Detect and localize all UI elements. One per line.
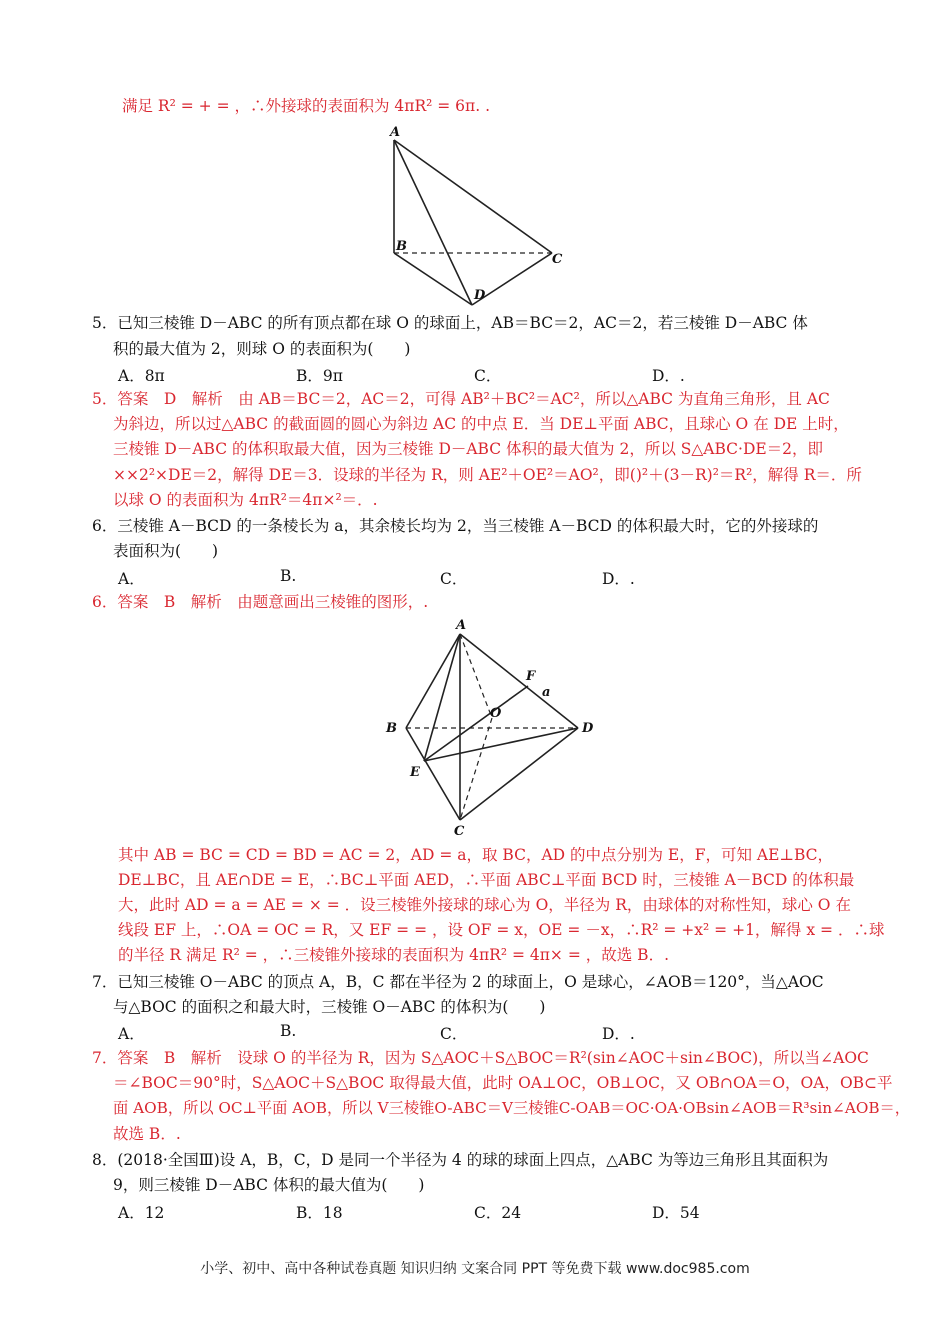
q6-answer-line-3: 大，此时 AD = a = AE = × = ．设三棱锥外接球的球心为 O，半径为 R，由球体的对称性知，球心 O 在 xyxy=(118,896,851,914)
q8-option-b: B．18 xyxy=(296,1204,343,1222)
q7-option-d: D．. xyxy=(602,1025,635,1043)
q8-option-a: A．12 xyxy=(118,1204,165,1222)
q5-answer-line-4: ××2²×DE＝2，解得 DE＝3．设球的半径为 R，则 AE²＋OE²＝AO²，即()²＋(3－R)²＝R²，解得 R＝．所 xyxy=(113,466,862,484)
q5-stem-line-1: 5．已知三棱锥 D－ABC 的所有顶点都在球 O 的球面上，AB＝BC＝2，AC＝2，若三棱锥 D－ABC 体 xyxy=(92,314,808,332)
q6-option-c: C． xyxy=(440,570,468,588)
q7-option-b: B. xyxy=(280,1022,297,1040)
label-a: A xyxy=(456,618,467,633)
edge-ab xyxy=(406,634,460,728)
segment-oc-hidden xyxy=(460,718,492,820)
q6-option-a: A． xyxy=(118,570,145,588)
q5-option-c: C． xyxy=(474,367,502,385)
q7-option-a: A． xyxy=(118,1025,145,1043)
label-c: C xyxy=(454,824,465,839)
q8-stem-line-1: 8．(2018·全国Ⅲ)设 A，B，C，D 是同一个半径为 4 的球的球面上四点，△ABC 为等边三角形且其面积为 xyxy=(92,1151,829,1169)
label-d: D xyxy=(582,721,594,736)
label-d: D xyxy=(474,288,486,303)
q8-stem-line-2: 9，则三棱锥 D－ABC 体积的最大值为( ) xyxy=(113,1176,425,1194)
label-b: B xyxy=(396,239,407,254)
figure-tetrahedron-1 xyxy=(380,122,580,312)
q6-answer-line-4: 线段 EF 上，∴OA = OC = R，又 EF = = ，设 OF = x，OE = －x，∴R² = +x² = +1，解得 x = ．∴球 xyxy=(118,921,885,939)
label-a-length: a xyxy=(542,685,551,700)
edge-cd xyxy=(460,728,578,820)
q6-answer-line-2: DE⊥BC，且 AE∩DE = E，∴BC⊥平面 AED，∴平面 ABC⊥平面 BCD 时，三棱锥 A－BCD 的体积最 xyxy=(118,871,855,889)
q7-answer-line-1: 7．答案 B 解析 设球 O 的半径为 R，因为 S△AOC＋S△BOC＝R²(sin∠AOC＋sin∠BOC)，所以当∠AOC xyxy=(92,1049,869,1067)
label-c: C xyxy=(552,252,563,267)
q5-answer-line-2: 为斜边，所以过△ABC 的截面圆的圆心为斜边 AC 的中点 E．当 DE⊥平面 ABC，且球心 O 在 DE 上时， xyxy=(113,415,849,433)
label-e: E xyxy=(410,765,420,780)
q6-stem-line-1: 6．三棱锥 A－BCD 的一条棱长为 a，其余棱长均为 2，当三棱锥 A－BCD 的体积最大时，它的外接球的 xyxy=(92,517,819,535)
figure-tetrahedron-2 xyxy=(378,614,608,839)
edge-ad xyxy=(394,140,472,305)
q5-answer-line-1: 5．答案 D 解析 由 AB＝BC＝2，AC＝2，可得 AB²＋BC²＝AC²，所以△ABC 为直角三角形，且 AC xyxy=(92,390,830,408)
q6-answer-head: 6．答案 B 解析 由题意画出三棱锥的图形，. xyxy=(92,593,429,611)
label-a: A xyxy=(390,125,401,140)
label-o: O xyxy=(490,706,502,721)
q6-answer-line-1: 其中 AB = BC = CD = BD = AC = 2，AD = a，取 BC，AD 的中点分别为 E，F，可知 AE⊥BC， xyxy=(118,846,834,864)
q6-answer-line-5: 的半径 R 满足 R² = ，∴三棱锥外接球的表面积为 4πR² = 4π× = ，故选 B．. xyxy=(118,946,670,964)
page-footer[interactable]: 小学、初中、高中各种试卷真题 知识归纳 文案合同 PPT 等免费下载 www.doc985.com xyxy=(200,1261,750,1277)
edge-ad xyxy=(460,634,578,728)
q5-stem-line-2: 积的最大值为 2，则球 O 的表面积为( ) xyxy=(113,340,411,358)
segment-ae xyxy=(424,634,460,761)
q5-option-d: D．. xyxy=(652,367,685,385)
edge-ac xyxy=(394,140,552,253)
q7-stem-line-2: 与△BOC 的面积之和最大时，三棱锥 O－ABC 的体积为( ) xyxy=(113,998,546,1016)
q5-option-b: B．9π xyxy=(296,367,343,385)
q5-answer-line-5: 以球 O 的表面积为 4πR²＝4π×²＝．. xyxy=(113,491,378,509)
q6-option-d: D．. xyxy=(602,570,635,588)
label-f: F xyxy=(526,669,536,684)
q5-answer-line-3: 三棱锥 D－ABC 的体积取最大值，因为三棱锥 D－ABC 体积的最大值为 2，所以 S△ABC·DE＝2，即 xyxy=(113,440,824,458)
q6-option-b: B. xyxy=(280,567,297,585)
q7-answer-line-3: 面 AOB，所以 OC⊥平面 AOB，所以 V三棱锥O-ABC＝V三棱锥C-OAB＝OC·OA·OBsin∠AOB＝R³sin∠AOB＝， xyxy=(113,1099,911,1117)
q8-option-c: C．24 xyxy=(474,1204,522,1222)
q7-answer-line-4: 故选 B．. xyxy=(113,1125,181,1143)
q5-option-a: A．8π xyxy=(118,367,165,385)
intro-line: 满足 R² = + = ，∴外接球的表面积为 4πR² = 6π. . xyxy=(122,97,491,115)
label-b: B xyxy=(386,721,397,736)
q7-option-c: C． xyxy=(440,1025,468,1043)
q8-option-d: D．54 xyxy=(652,1204,700,1222)
q7-answer-line-2: ＝∠BOC＝90°时，S△AOC＋S△BOC 取得最大值，此时 OA⊥OC，OB⊥OC，又 OB∩OA＝O，OA，OB⊂平 xyxy=(113,1074,893,1092)
q7-stem-line-1: 7．已知三棱锥 O－ABC 的顶点 A，B，C 都在半径为 2 的球面上，O 是球心，∠AOB＝120°，当△AOC xyxy=(92,973,824,991)
q6-stem-line-2: 表面积为( ) xyxy=(113,542,219,560)
